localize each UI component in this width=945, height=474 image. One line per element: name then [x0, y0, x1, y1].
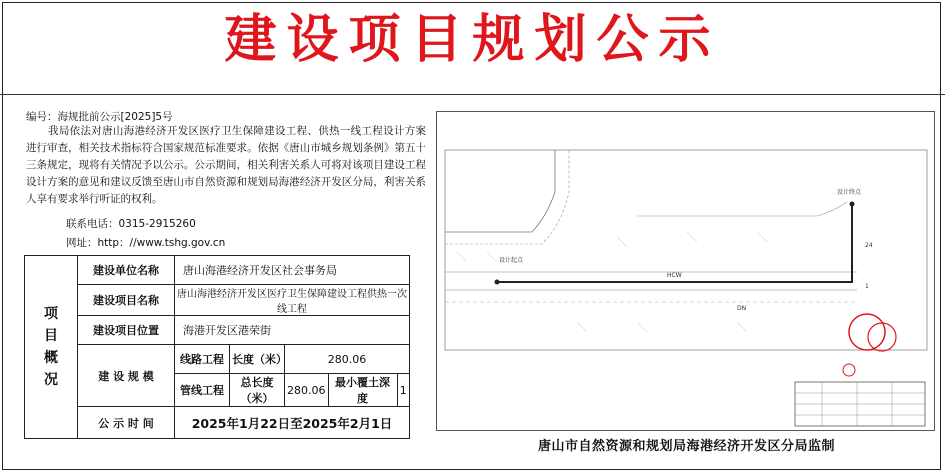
dimension-24-label: 24 — [865, 242, 873, 249]
project-label: 建设项目名称 — [78, 285, 175, 316]
project-overview-table — [24, 255, 410, 439]
drawing-border — [445, 150, 927, 350]
design-start-marker — [495, 280, 500, 285]
design-start-label: 设计起点 — [499, 257, 524, 264]
cover-depth-label: 最小覆土深度 — [328, 374, 397, 407]
design-end-marker — [850, 202, 855, 207]
contact-website: 网址：http：//www.tshg.gov.cn — [66, 237, 226, 249]
period-value: 2025年1月22日至2025年2月1日 — [175, 407, 410, 439]
route-label: 线路工程 — [175, 345, 230, 374]
period-label: 公 示 时 间 — [78, 407, 175, 439]
supervising-authority: 唐山市自然资源和规划局海港经济开发区分局监制 — [538, 439, 836, 454]
pipe-size-label: DN — [737, 305, 747, 312]
location-label: 建设项目位置 — [78, 316, 175, 345]
length-label: 长度（米） — [230, 345, 285, 374]
road-edge-dashed — [445, 150, 569, 244]
cover-depth-value: 1 — [397, 374, 410, 407]
approval-stamp-1 — [849, 314, 885, 350]
title-block-grid — [795, 382, 925, 426]
document-number: 编号：海规批前公示[2025]5号 — [26, 111, 173, 123]
notice-body: 我局依法对唐山海港经济开发区医疗卫生保障建设工程、供热一线工程设计方案进行审查，相关技术指标符合国家规范标准要求。依据《唐山市城乡规划条例》第五十三条规定，现将有关情况予以公示。公示期间，相关利害关系人可将对该项目建设工程设计方案的意见和建议反馈至唐山市自然资源和规划局海港经济开发区分局，利害关系人享有要求举行听证的权利。 — [26, 125, 426, 205]
road-edge — [445, 150, 555, 232]
unit-label: 建设单位名称 — [78, 256, 175, 285]
project-overview-side-label: 项 目 概 况 — [25, 256, 78, 439]
approval-stamp-2 — [868, 323, 896, 351]
project-value: 唐山海港经济开发区医疗卫生保障建设工程供热一次线工程 — [175, 285, 410, 316]
notice-title: 建设项目规划公示 — [224, 10, 721, 70]
approval-stamp-3 — [843, 364, 855, 376]
design-end-label: 设计终点 — [837, 189, 862, 196]
location-value: 海港开发区港荣街 — [175, 316, 410, 345]
pipe-label: 管线工程 — [175, 374, 230, 407]
contact-phone: 联系电话：0315-2915260 — [66, 218, 196, 230]
length-value: 280.06 — [285, 345, 410, 374]
pipe-dimension-label: HCW — [667, 272, 682, 279]
scale-label: 建 设 规 模 — [78, 345, 175, 407]
unit-value: 唐山海港经济开发区社会事务局 — [175, 256, 410, 285]
title-divider — [0, 94, 945, 95]
road-curve — [637, 202, 847, 216]
total-length-value: 280.06 — [285, 374, 329, 407]
dimension-1-label: 1 — [865, 283, 869, 290]
site-plan-drawing — [436, 111, 935, 431]
total-length-label: 总长度（米） — [230, 374, 285, 407]
site-plan-svg — [437, 112, 934, 430]
